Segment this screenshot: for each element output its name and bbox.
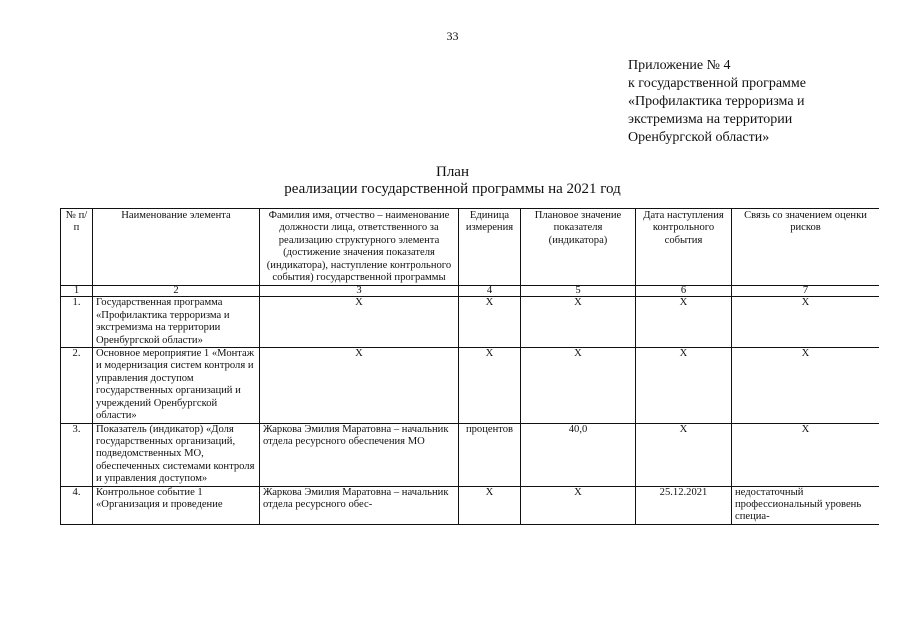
plan-table (60, 208, 879, 525)
column-number-cell: 5 (521, 286, 636, 297)
responsible-cell: Жаркова Эмилия Маратовна – начальник отдела ресурсного обес- (260, 486, 459, 524)
table-row (61, 486, 880, 524)
responsible-cell: Х (260, 348, 459, 423)
risks-cell: Х (732, 297, 880, 348)
planned-value-cell: Х (521, 486, 636, 524)
column-number-cell: 6 (636, 286, 732, 297)
element-name-cell: Государственная программа «Профилактика терроризма и экстремизма на территории Оренбургской области» (93, 297, 260, 348)
element-name-cell: Показатель (индикатор) «Доля государственных организаций, подведомственных МО, обеспеченных системами контроля и управления доступом» (93, 423, 260, 486)
planned-value-cell: Х (521, 348, 636, 423)
appendix-line: Оренбургской области» (628, 130, 770, 145)
column-number-cell: 7 (732, 286, 880, 297)
appendix-line: экстремизма на территории (628, 112, 793, 127)
responsible-cell: Х (260, 297, 459, 348)
appendix-line: «Профилактика терроризма и (628, 94, 805, 109)
plan-title-line: План (435, 164, 469, 180)
element-name-cell: Контрольное событие 1 «Организация и проведение (93, 486, 260, 524)
column-number-row (61, 286, 880, 297)
unit-cell: Х (459, 486, 521, 524)
header-cell-risks: Связь со значением оценки рисков (732, 209, 880, 286)
risks-cell: Х (732, 423, 880, 486)
table-row (61, 348, 880, 423)
table-row (61, 297, 880, 348)
event-date-cell: Х (636, 297, 732, 348)
header-cell-unit: Единица измерения (459, 209, 521, 286)
planned-value-cell: Х (521, 297, 636, 348)
column-number-cell: 2 (93, 286, 260, 297)
column-number-cell: 4 (459, 286, 521, 297)
plan-subtitle-line: реализации государственной программы на 2021 год (284, 181, 621, 197)
column-number-cell: 1 (61, 286, 93, 297)
unit-cell: процентов (459, 423, 521, 486)
element-name-cell: Основное мероприятие 1 «Монтаж и модернизация систем контроля и управления доступом государственных организаций и учреждений Оренбургской области» (93, 348, 260, 423)
row-number-cell: 3. (61, 423, 93, 486)
page-number: 33 (446, 29, 459, 43)
planned-value-cell: 40,0 (521, 423, 636, 486)
header-cell-responsible: Фамилия имя, отчество – наименование должности лица, ответственного за реализацию структурного элемента (достижение значения показателя (индикатора), наступление контрольного события) государственной программы (260, 209, 459, 286)
row-number-cell: 4. (61, 486, 93, 524)
row-number-cell: 1. (61, 297, 93, 348)
unit-cell: Х (459, 348, 521, 423)
plan-table-container (60, 208, 879, 568)
column-number-cell: 3 (260, 286, 459, 297)
risks-cell: Х (732, 348, 880, 423)
table-header-row (61, 209, 880, 286)
responsible-cell: Жаркова Эмилия Маратовна – начальник отдела ресурсного обеспечения МО (260, 423, 459, 486)
header-cell-number: № п/п (61, 209, 93, 286)
table-row (61, 423, 880, 486)
header-cell-element: Наименование элемента (93, 209, 260, 286)
appendix-line: к государственной программе (628, 76, 806, 91)
event-date-cell: Х (636, 348, 732, 423)
header-cell-event-date: Дата наступления контрольного события (636, 209, 732, 286)
risks-cell: недостаточный профессиональный уровень специа- (732, 486, 880, 524)
header-cell-planned-value: Плановое значение показателя (индикатора) (521, 209, 636, 286)
appendix-header (628, 57, 898, 147)
row-number-cell: 2. (61, 348, 93, 423)
plan-title (0, 164, 905, 198)
unit-cell: Х (459, 297, 521, 348)
event-date-cell: 25.12.2021 (636, 486, 732, 524)
event-date-cell: Х (636, 423, 732, 486)
appendix-line: Приложение № 4 (628, 58, 731, 73)
